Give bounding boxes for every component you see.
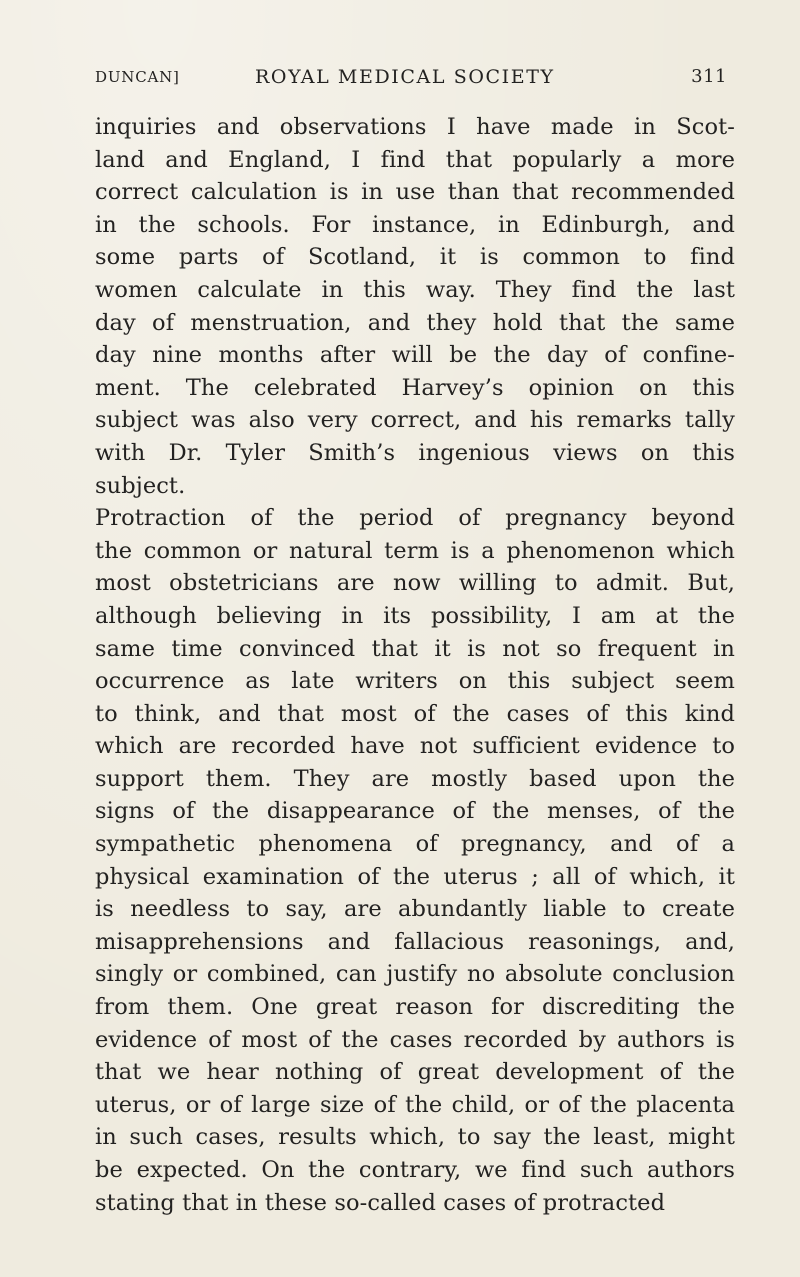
text-line: although believing in its possibility, I am at the (95, 602, 735, 629)
text-line: inquiries and observations I have made in Scot- (95, 114, 735, 140)
running-head-title: ROYAL MEDICAL SOCIETY (255, 66, 555, 88)
text-line: sympathetic phenomena of pregnancy, and of a (95, 831, 735, 858)
paragraph-start-line: Protraction of the period of pregnancy beyond (95, 505, 735, 532)
text-line: same time convinced that it is not so frequent in (95, 635, 735, 662)
page-number: 311 (691, 66, 727, 87)
text-line: ment. The celebrated Harvey’s opinion on this (95, 374, 735, 401)
text-line: most obstetricians are now willing to admit. But, (95, 570, 735, 597)
text-line: physical examination of the uterus ; all of which, it (95, 863, 735, 890)
text-line: be expected. On the contrary, we find such authors (95, 1157, 735, 1183)
text-line: that we hear nothing of great development of the (95, 1059, 735, 1086)
text-line: in the schools. For instance, in Edinburgh, and (95, 211, 735, 238)
text-line: uterus, or of large size of the child, or of the placenta (95, 1091, 735, 1118)
text-line: from them. One great reason for discrediting the (95, 994, 735, 1021)
running-head-author: DUNCAN] (95, 68, 180, 86)
text-line: evidence of most of the cases recorded by authors is (95, 1026, 735, 1053)
text-line: stating that in these so-called cases of protracted (95, 1189, 666, 1216)
text-line: land and England, I find that popularly a more (95, 146, 735, 173)
text-line: the common or natural term is a phenomenon which (95, 537, 735, 564)
text-line: women calculate in this way. They find the last (95, 276, 735, 303)
body-text (95, 111, 735, 1219)
text-line: which are recorded have not sufficient evidence to (95, 733, 735, 760)
text-line: some parts of Scotland, it is common to find (95, 244, 735, 271)
text-line: day nine months after will be the day of confine- (95, 342, 735, 369)
text-line: correct calculation is in use than that recommended (95, 179, 735, 206)
text-line: in such cases, results which, to say the least, might (95, 1124, 735, 1151)
text-line: singly or combined, can justify no absolute conclusion (95, 961, 735, 988)
text-line: misapprehensions and fallacious reasonings, and, (95, 928, 735, 955)
text-line: occurrence as late writers on this subject seem (95, 668, 735, 695)
paragraph-end-line: subject. (95, 472, 186, 499)
running-head (95, 64, 727, 90)
text-line: is needless to say, are abundantly liable to create (95, 896, 735, 923)
text-line: signs of the disappearance of the menses, of the (95, 798, 735, 825)
text-line: day of menstruation, and they hold that the same (95, 309, 735, 336)
text-line: support them. They are mostly based upon the (95, 765, 735, 792)
text-line: subject was also very correct, and his remarks tally (95, 407, 735, 434)
text-line: to think, and that most of the cases of this kind (95, 700, 735, 727)
text-line: with Dr. Tyler Smith’s ingenious views on this (95, 439, 735, 466)
